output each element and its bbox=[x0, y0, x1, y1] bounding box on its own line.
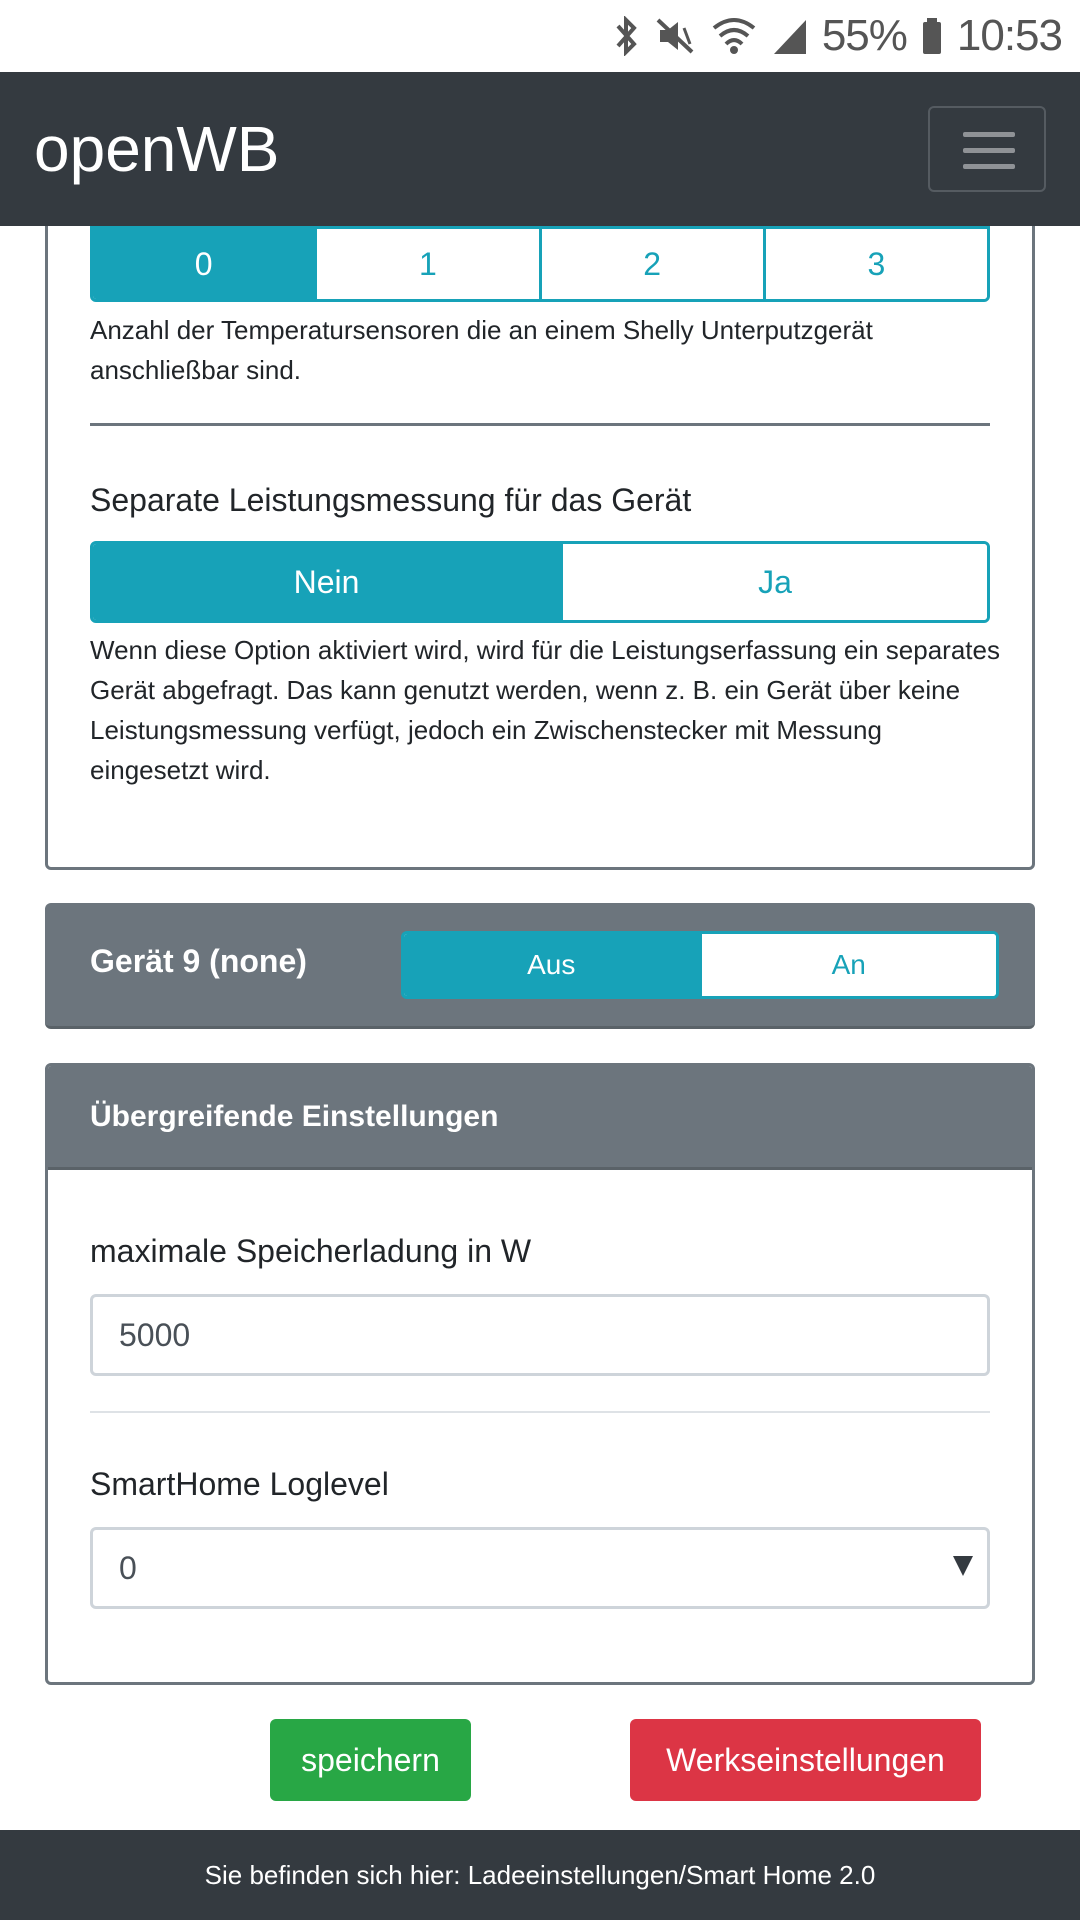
battery-percent: 55% bbox=[821, 11, 907, 60]
signal-icon bbox=[772, 16, 808, 56]
global-settings-title: Übergreifende Einstellungen bbox=[90, 1100, 499, 1133]
loglevel-label: SmartHome Loglevel bbox=[90, 1466, 389, 1502]
clock: 10:53 bbox=[956, 11, 1062, 60]
temperature-sensor-count-group bbox=[90, 226, 990, 302]
brand-logo[interactable]: openWB bbox=[34, 113, 280, 185]
loglevel-value: 0 bbox=[119, 1549, 137, 1586]
divider bbox=[90, 1411, 990, 1413]
footer-breadcrumb: Sie befinden sich hier: Ladeeinstellungen/Smart Home 2.0 bbox=[0, 1830, 1080, 1920]
navbar bbox=[0, 72, 1080, 226]
device9-off-button[interactable]: Aus bbox=[404, 934, 699, 996]
device9-title: Gerät 9 (none) bbox=[90, 943, 307, 979]
separate-measurement-help-text: Wenn diese Option aktiviert wird, wird für die Leistungserfassung ein separates Gerät abgefragt. Das kann genutzt werden, wenn z. B. ein Gerät über keine Leistungsmessung verfügt, jedoch ein Zwischenstecker mit Messung eingesetzt wird. bbox=[90, 635, 1000, 785]
sensor-option-1[interactable]: 1 bbox=[314, 229, 538, 299]
max-storage-label: maximale Speicherladung in W bbox=[90, 1233, 532, 1269]
max-storage-value: 5000 bbox=[119, 1316, 191, 1353]
divider bbox=[90, 423, 990, 426]
save-button[interactable]: speichern bbox=[270, 1719, 471, 1801]
separate-measurement-label: Separate Leistungsmessung für das Gerät bbox=[90, 482, 692, 518]
global-settings-header bbox=[48, 1066, 1032, 1170]
device9-header bbox=[45, 903, 1035, 1029]
sensor-option-0[interactable]: 0 bbox=[93, 229, 314, 299]
max-storage-input[interactable] bbox=[90, 1294, 990, 1376]
global-settings-card bbox=[45, 1063, 1035, 1685]
separate-measurement-yes[interactable]: Ja bbox=[560, 544, 987, 620]
chevron-down-icon bbox=[953, 1556, 973, 1576]
factory-reset-button[interactable]: Werkseinstellungen bbox=[630, 1719, 981, 1801]
bluetooth-icon bbox=[612, 16, 640, 56]
sensor-option-2[interactable]: 2 bbox=[539, 229, 763, 299]
status-bar bbox=[0, 0, 1080, 72]
wifi-icon bbox=[710, 16, 758, 56]
device9-on-button[interactable]: An bbox=[699, 934, 997, 996]
loglevel-select[interactable] bbox=[90, 1527, 990, 1609]
hamburger-menu-icon[interactable] bbox=[928, 106, 1046, 192]
separate-measurement-no[interactable]: Nein bbox=[93, 544, 560, 620]
battery-icon bbox=[921, 16, 943, 56]
sensor-option-3[interactable]: 3 bbox=[763, 229, 987, 299]
device9-toggle bbox=[401, 931, 999, 999]
separate-measurement-toggle bbox=[90, 541, 990, 623]
sensor-help-text: Anzahl der Temperatursensoren die an einem Shelly Unterputzgerät anschließbar sind. bbox=[90, 315, 873, 385]
vibrate-mute-icon bbox=[654, 16, 696, 56]
status-icons bbox=[612, 0, 1062, 72]
